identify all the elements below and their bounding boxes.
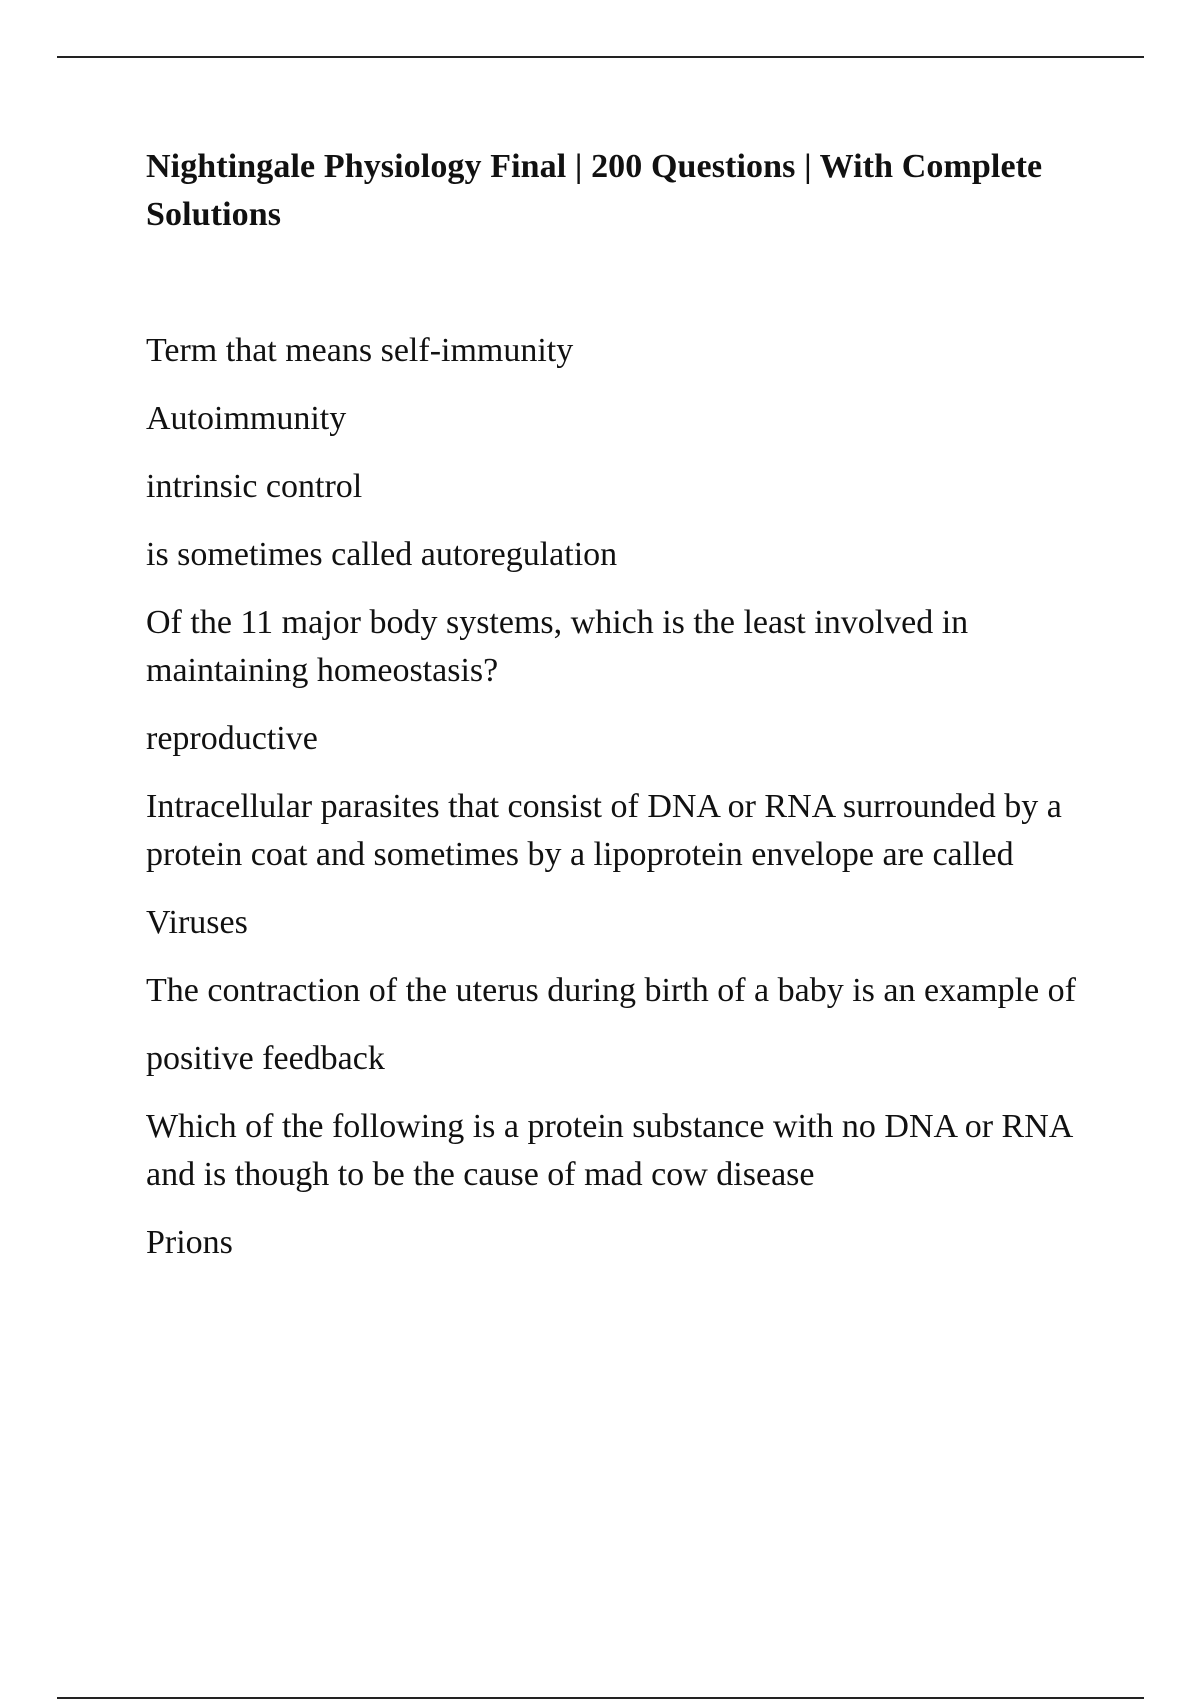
question-text: Term that means self-immunity bbox=[146, 332, 574, 369]
question-text: Of the 11 major body systems, which is the least involved in maintaining homeostasis? bbox=[146, 604, 969, 689]
answer-text: Prions bbox=[146, 1224, 233, 1261]
top-divider bbox=[57, 56, 1144, 58]
question-text: Intracellular parasites that consist of DNA or RNA surrounded by a protein coat and sometimes by a lipoprotein envelope are called bbox=[146, 788, 1062, 873]
document-title: Nightingale Physiology Final | 200 Questions | With Complete Solutions bbox=[146, 148, 1043, 233]
answer-text: positive feedback bbox=[146, 1040, 385, 1077]
answer-text: is sometimes called autoregulation bbox=[146, 536, 618, 573]
bottom-divider bbox=[57, 1697, 1144, 1699]
qa-list bbox=[146, 327, 1106, 1267]
question-text: Which of the following is a protein substance with no DNA or RNA and is though to be the cause of mad cow disease bbox=[146, 1108, 1072, 1193]
question-text: The contraction of the uterus during birth of a baby is an example of bbox=[146, 972, 1076, 1009]
answer-text: Viruses bbox=[146, 904, 248, 941]
question-text: intrinsic control bbox=[146, 468, 363, 505]
answer-text: Autoimmunity bbox=[146, 400, 347, 437]
answer-text: reproductive bbox=[146, 720, 318, 757]
document-body bbox=[146, 143, 1106, 1287]
